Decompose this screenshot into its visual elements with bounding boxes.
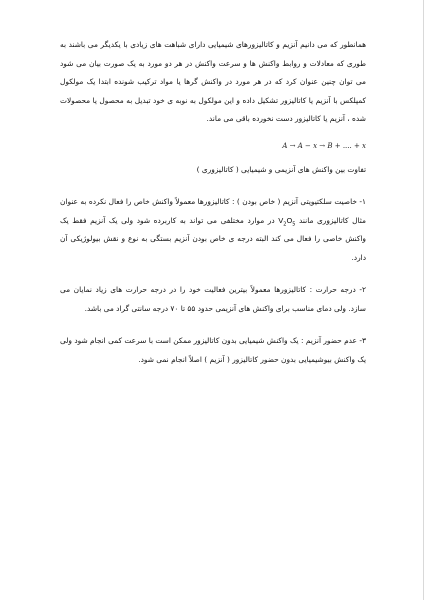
section-heading: تفاوت بین واکنش های آنزیمی و شیمیایی ( کاتالیزوری ) xyxy=(196,164,366,174)
item-selectivity xyxy=(60,193,366,267)
item-temperature: ۲- درجه حرارت : کاتالیزورها معمولاً بیترین فعالیت خود را در درجه حرارت های زیاد نمایان می سازد. ولی دمای مناسب برای واکنش های آنزیمی حدود ۵۵ تا ۷۰ درجه سانتی گراد می باشد. xyxy=(60,285,366,313)
intro-paragraph: همانطور که می دانیم آنزیم و کاتالیزورهای شیمیایی دارای شباهت های زیادی با یکدیگر می باشند به طوری که معادلات و روابط واکنش ها و سرعت واکنش در هر دو مورد به یک صورت بیان می شود می توان چنین عنوان کرد که در هر مورد در واکنش گرها یا مواد ترکیب شونده ابتدا یک مولکول کمپلکس با آنزیم یا کاتالیزور تشکیل داده و این مولکول به نوبه ی خود تبدیل به محصول یا محصولات شده ، آنزیم یا کاتالیزور دست نخورده باقی می ماند. xyxy=(60,40,366,123)
item-selectivity-text-b: در موارد مختلفی می تواند به کاربرده شود ولی یک آنزیم فقط یک واکنش خاصی را فعال می کند البته درجه ی خاص بودن آنزیم بستگی به نوع و نقش بیولوژیکی آن دارد. xyxy=(60,215,366,262)
chemical-formula-v2o5: $V_2O_5$ xyxy=(278,215,296,227)
reaction-formula: A → A − x → B + .... + x xyxy=(282,141,366,150)
document-body xyxy=(60,36,366,369)
item-selectivity-text-a: ۱- خاصیت سلکتیویتی آنزیم ( خاص بودن ) : کاتالیزورها معمولاً واکنش خاص را فعال نکرده به عنوان مثال کاتالیزوری مانند xyxy=(60,197,366,225)
item-no-enzyme: ۳- عدم حضور آنزیم : یک واکنش شیمیایی بدون کاتالیزور ممکن است با سرعت کمی انجام شود ولی یک واکنش بیوشیمیایی بدون حضور کاتالیزور ( آنزیم ) اصلاً انجام نمی شود. xyxy=(60,336,366,364)
